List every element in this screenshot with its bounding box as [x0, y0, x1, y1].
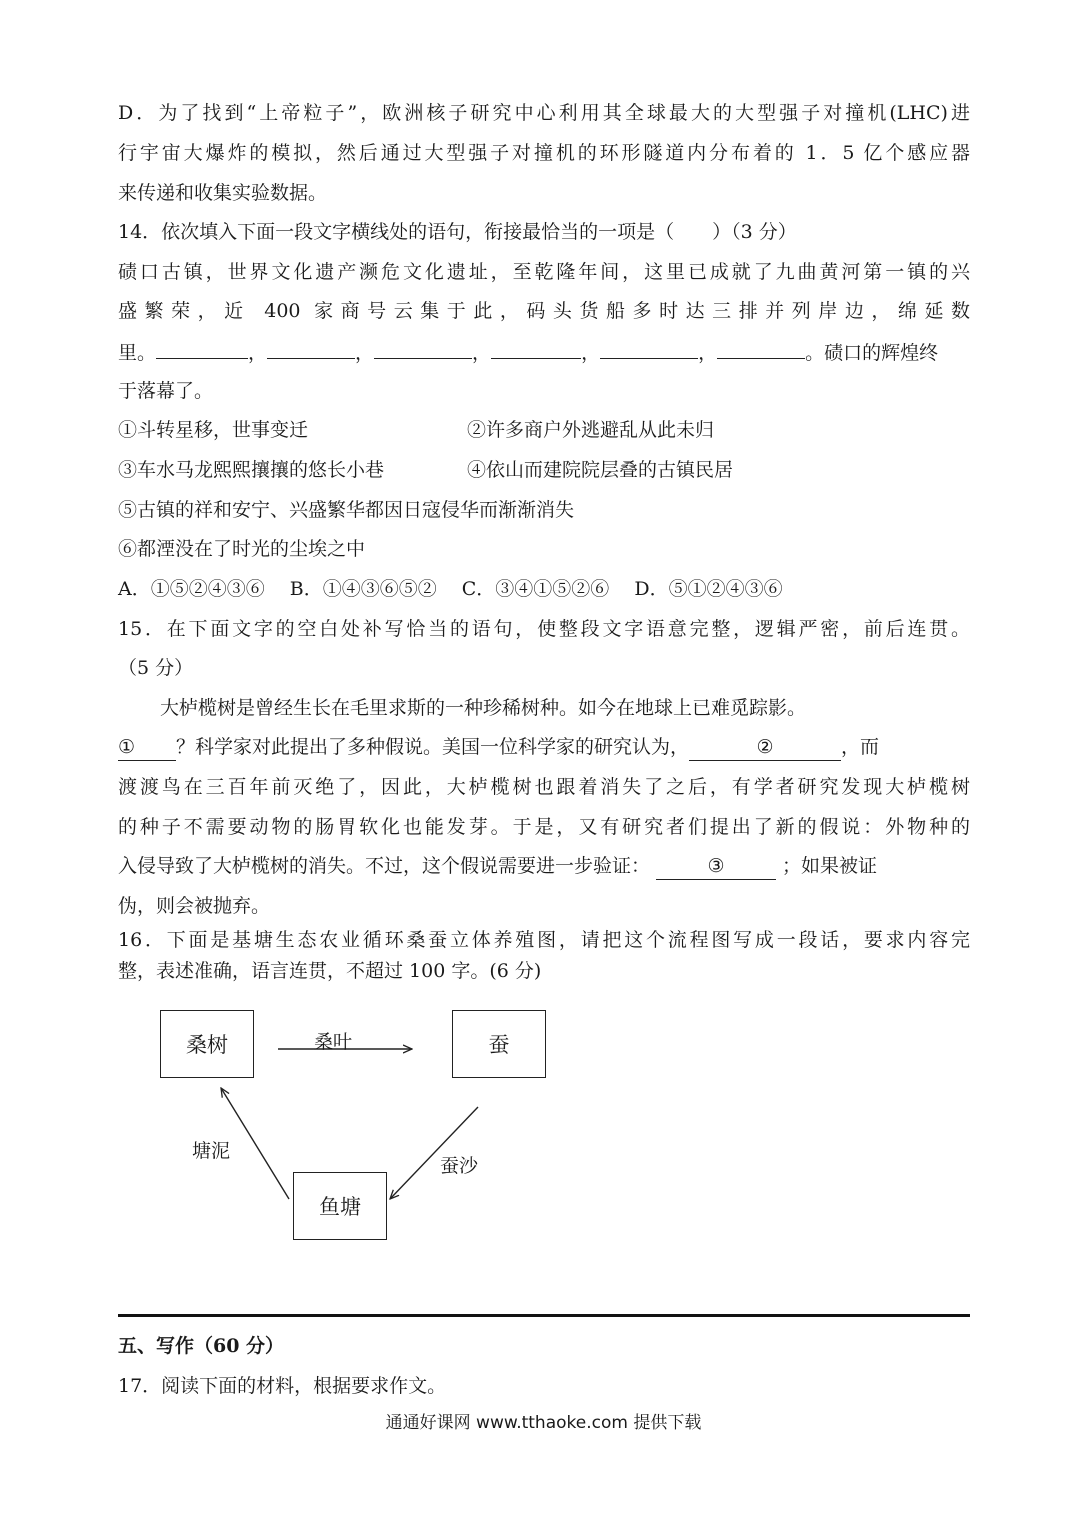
q14-item-6: ⑥都湮没在了时光的尘埃之中	[118, 538, 366, 560]
comma: ，	[472, 342, 492, 364]
q14-item-5: ⑤古镇的祥和安宁、兴盛繁华都因日寇侵华而渐渐消失	[118, 499, 575, 521]
section-divider	[118, 1314, 970, 1317]
q15-stem-line-2: （5 分）	[118, 657, 194, 679]
footer-download-note: 通通好课网 www.tthaoke.com 提供下载	[385, 1413, 702, 1433]
q14-item-1: ①斗转星移，世事变迁	[118, 419, 309, 441]
comma: ，	[248, 342, 268, 364]
q14-passage-l3-end: 。碛口的辉煌终	[805, 342, 939, 364]
q15-p5-end: ；如果被证	[782, 855, 878, 877]
blank-3: ③	[656, 853, 776, 880]
q14-passage-line-2: 盛繁荣，近 400 家商号云集于此，码头货船多时达三排并列岸边，绵延数	[118, 300, 970, 322]
q15-paragraph-line-4: 的种子不需要动物的肠胃软化也能发芽。于是，又有研究者们提出了新的假说：外物种的	[118, 816, 970, 838]
comma: ，	[355, 342, 375, 364]
node-fish-pond: 鱼塘	[293, 1172, 387, 1240]
q13-option-d-line-2: 行宇宙大爆炸的模拟，然后通过大型强子对撞机的环形隧道内分布着的 1．5 亿个感应器	[118, 142, 970, 164]
q14-passage-l3-start: 里。	[118, 342, 157, 364]
q15-paragraph-line-3: 渡渡鸟在三百年前灭绝了，因此，大栌榄树也跟着消失了之后，有学者研究发现大栌榄树	[118, 776, 970, 798]
comma: ，	[581, 342, 601, 364]
q13-option-d-line-3: 来传递和收集实验数据。	[118, 182, 328, 204]
q15-paragraph-line-1: 大栌榄树是曾经生长在毛里求斯的一种珍稀树种。如今在地球上已难觅踪影。	[160, 697, 807, 719]
blank-2: ②	[689, 734, 841, 761]
label-silkworm-sand: 蚕沙	[440, 1155, 479, 1177]
q16-stem-line-2: 整，表述准确，语言连贯，不超过 100 字。(6 分)	[118, 960, 542, 982]
q13-option-d-line-1: D．为了找到“上帝粒子”，欧洲核子研究中心利用其全球最大的大型强子对撞机(LHC)进	[118, 102, 970, 124]
label-mulberry-leaves: 桑叶	[314, 1031, 353, 1053]
q15-p2-mid: ？科学家对此提出了多种假说。美国一位科学家的研究认为，	[176, 736, 690, 758]
q14-passage-line-4: 于落幕了。	[118, 380, 214, 402]
section-5-title: 五、写作（60 分）	[118, 1335, 285, 1357]
blank-1: ①	[118, 734, 176, 761]
q16-stem-line-1: 16．下面是基塘生态农业循环桑蚕立体养殖图，请把这个流程图写成一段话，要求内容完	[118, 929, 970, 951]
q15-p2-end: ，而	[841, 736, 880, 758]
comma: ，	[698, 342, 718, 364]
q15-paragraph-line-6: 伪，则会被抛弃。	[118, 895, 271, 917]
node-mulberry-tree: 桑树	[160, 1010, 254, 1078]
q14-item-2: ②许多商户外逃避乱从此未归	[467, 419, 715, 441]
arrow-pond-to-mulberry	[221, 1088, 289, 1199]
label-pond-mud: 塘泥	[192, 1140, 231, 1162]
q14-choices: A．①⑤②④③⑥ B．①④③⑥⑤② C．③④①⑤②⑥ D．⑤①②④③⑥	[118, 578, 783, 600]
q14-stem: 14．依次填入下面一段文字横线处的语句，衔接最恰当的一项是（ ）（3 分）	[118, 221, 797, 243]
q14-item-3: ③车水马龙熙熙攘攘的悠长小巷	[118, 459, 385, 481]
q14-passage-line-1: 碛口古镇，世界文化遗产濒危文化遗址，至乾隆年间，这里已成就了九曲黄河第一镇的兴	[118, 261, 970, 283]
q17-stem: 17．阅读下面的材料，根据要求作文。	[118, 1375, 447, 1397]
q14-item-4: ④依山而建院院层叠的古镇民居	[467, 459, 734, 481]
node-silkworm: 蚕	[452, 1010, 546, 1078]
q15-stem-line-1: 15．在下面文字的空白处补写恰当的语句，使整段文字语意完整，逻辑严密，前后连贯。	[118, 618, 970, 640]
q15-p5-start: 入侵导致了大栌榄树的消失。不过，这个假说需要进一步验证：	[118, 855, 651, 877]
